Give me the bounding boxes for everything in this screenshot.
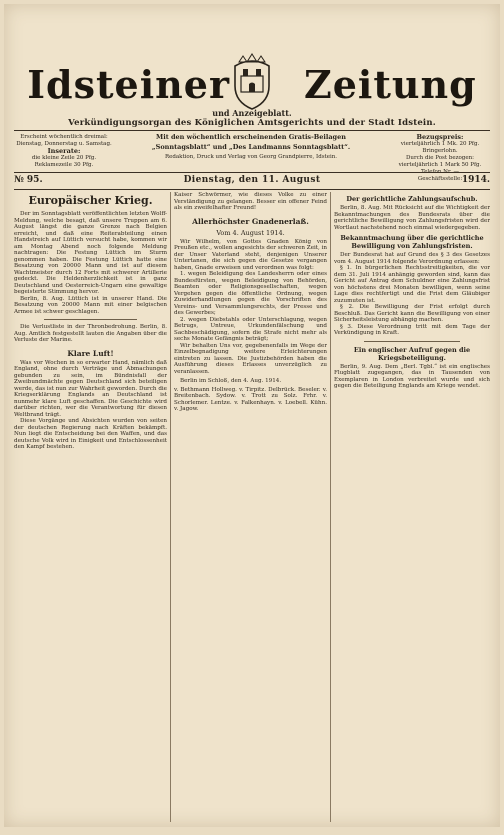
info-line: Mit den wöchentlich erscheinenden Gratis-Beilagen [156,133,346,141]
article-paragraph: Berlin, 9. Aug. Dem „Berl. Tgbl.“ ist ein englisches Flugblatt zugegangen, das in Tausenden von Exemplaren in London verbreitet wurde und sich gegen die Beteiligung Englands am Kriege wendet. [334,363,490,389]
article-paragraph: Berlin im Schloß, den 4. Aug. 1914. [180,378,282,384]
subtitle-line-1: und Anzeigeblatt. [212,108,292,118]
article-paragraph: Wir Wilhelm, von Gottes Gnaden König von Preußen etc., wollen angesichts der schweren Zeit, in der Unser Vaterland steht, denjenigen Unserer Untertanen, die sich gegen die Gesetze vergangen haben, Gnade erweisen und verordnen was folgt: [174,238,327,271]
info-line: Bezugspreis: [416,133,464,141]
publication-info [14,134,114,169]
column-rule [330,192,331,822]
separator [44,319,137,320]
article-heading: Ein englischer Aufruf gegen die Kriegsbeteiligung. [353,345,471,362]
article-paragraph: Der Bundesrat hat auf Grund des § 3 des Gesetzes vom 4. August 1914 folgende Verordnung erlassen: [334,252,490,265]
info-line: vierteljährlich 1 Mk. 20 Pfg. Bringerlohn. [400,141,480,154]
article-subheading: Vom 4. August 1914. [216,228,285,237]
supplement-info [126,134,376,161]
article-columns [14,192,490,822]
column-1 [14,192,167,822]
issue-date: Dienstag, den 11. August [183,175,321,185]
signatories: v. Bethmann Hollweg. v. Tirpitz. Delbrück. Beseler. v. Breitenbach. Sydow. v. Trott zu Solz. Frhr. v. Schorlemer. Lentze. v. Falkenhayn. v. Loebell. Kühn. v. Jagow. [174,386,327,412]
article-paragraph: § 1. In bürgerlichen Rechtsstreitigkeiten, die vor dem 31. Juli 1914 anhängig geworden sind, kann das Gericht auf Antrag dem Schuldner eine Zahlungsfrist von höchstens drei Monaten bewilligen, wenn seine Lage dies rechtfertigt und die Frist dem Gläubiger zuzumuten ist. [334,265,490,304]
info-line: Durch die Post bezogen: [406,155,474,161]
divider [14,172,490,173]
article-paragraph: § 3. Diese Verordnung tritt mit dem Tage der Verkündigung in Kraft. [334,323,490,336]
article-heading: Europäischer Krieg. [28,194,153,207]
info-line: „Sonntagsblatt“ und „Des Landmanns Sonntagsblatt“. [151,143,351,151]
dateline [14,174,490,188]
article-paragraph: Berlin, 8. Aug. Mit Rücksicht auf die Wichtigkeit der Bekanntmachungen des Bundesrats über die gerichtliche Bewilligung von Zahlungsfristen wird der Wortlaut nachstehend noch einmal wiedergegeben. [334,205,490,231]
article-paragraph: Die Verlustliste in der Thronbedrohung. Berlin, 8. Aug. Amtlich festgestellt lauten die Angaben über die Verluste der Marine. [14,324,167,343]
newspaper-page [4,4,500,827]
article-paragraph: 1. wegen Beleidigung des Landesherrn oder eines Bundesfürsten, wegen Beleidigung von Behörden, Beamten oder Religionsgesellschaften, wegen Vergehen gegen die öffentliche Ordnung, wegen Zuwiderhandlungen gegen die Vorschriften des Vereins- und Versammlungsrechts, der Presse und des Gewerbes; [174,271,327,316]
article-paragraph: Was vor Wochen in so erwarter Hand, nämlich daß England, ohne durch Verträge und Abmachungen gebunden zu sein, im Bündnisfall der Zweibundmächte gegen Deutschland sich beteiligen werde, das ist nun zur Wahrheit geworden. Durch die Kriegserklärung Englands an Deutschland ist nunmehr klare Luft geschaffen. Die Geschichte wird darüber richten, wer die Verantwortung für diesen Weltbrand trägt. [14,359,167,418]
article-paragraph: Wir behalten Uns vor, gegebenenfalls im Wege der Einzelbegnadigung weitere Erleichterungen eintreten zu lassen. Die Justizbehörden haben die Ausführung dieses Erlasses unverzüglich zu veranlassen. [174,342,327,375]
info-line: Erscheint wöchentlich dreimal: [20,134,108,140]
coat-of-arms-icon [229,52,275,112]
column-3 [334,192,490,822]
title-right: Zeitung [304,62,477,107]
info-line: die kleine Zeile 20 Pfg. [31,155,97,161]
article-heading: Bekanntmachung über die gerichtliche Bewilligung von Zahlungsfristen. [340,234,484,250]
title-left: Idsteiner [27,62,230,107]
column-2 [174,192,327,822]
info-line: Dienstag, Donnerstag u. Samstag. [16,141,112,147]
article-heading: Klare Luft! [67,348,114,358]
subtitle-line-2: Verkündigungsorgan des Königlichen Amtsgerichts und der Stadt Idstein. [68,118,436,128]
article-paragraph: 2. wegen Diebstahls oder Unterschlagung, wegen Betrugs, Untreue, Urkundenfälschung und Sachbeschädigung, sofern die Strafe nicht mehr als sechs Monate Gefängnis beträgt; [174,316,327,342]
column-rule [170,192,171,822]
article-paragraph: Berlin, 8. Aug. Lüttich ist in unserer Hand. Die Besatzung von 20000 Mann mit einer belgischen Armee ist schwer geschlagen. [14,295,167,315]
article-heading: Der gerichtliche Zahlungsaufschub. [346,195,478,203]
info-line: Geschäftsstelle: [417,176,463,182]
issue-number: № 95. [14,175,43,185]
info-line: Inserate: [47,147,81,155]
divider [14,189,490,190]
issue-year: 1914. [461,175,490,185]
article-paragraph: Kaiser Schwörmer, wie dieses Volke zu einer Verständigung zu gelangen. Besser ein offener Feind als ein zweifelhafter Freund! [174,192,327,211]
article-paragraph: Der im Sonntagsblatt veröffentlichten letzten Wolff-Meldung, welche besagt, daß unsere Truppen am 6. August längst die ganze Grenze nach Belgien erreicht, und daß eine Reiterabteilung einen Handstreich auf Lüttich versucht habe, kommen wir am Montag Abend noch folgende Meldung nachtragen: Die Festung Lüttich im Sturm genommen haben. Die Festung Lüttich hatte eine Besatzung von 20000 Mann und ist auf diesem Wachtmeister durch 12 Forts mit schwerer Artillerie gedeckt. Die Heldenherzlichkeit ist in ganz Deutschland und Oesterreich-Ungarn eine gewaltige begeisterte Stimmung hervor. [14,211,167,295]
info-line: Redaktion, Druck und Verlag von Georg Grandpierre, Idstein. [164,154,338,160]
separator [364,341,460,342]
article-paragraph: Diese Vorgänge und Absichten wurden von seiten der deutschen Regierung nach Kräften bekämpft. Nun liegt die Entscheidung bei den Waffen, und das deutsche Volk wird in Einigkeit und Entschlossenheit den Kampf bestehen. [14,418,167,450]
article-paragraph: § 2. Die Bewilligung der Frist erfolgt durch Beschluß. Das Gericht kann die Bewilligung von einer Sicherheitsleistung abhängig machen. [334,304,490,323]
article-heading: Allerhöchster Gnadenerlaß. [192,216,309,226]
divider [14,130,490,131]
info-line: Reklamezeile 30 Pfg. [34,162,94,168]
info-line: Telefon Nr. — [421,169,459,175]
info-line: vierteljährlich 1 Mark 50 Pfg. [398,162,482,168]
